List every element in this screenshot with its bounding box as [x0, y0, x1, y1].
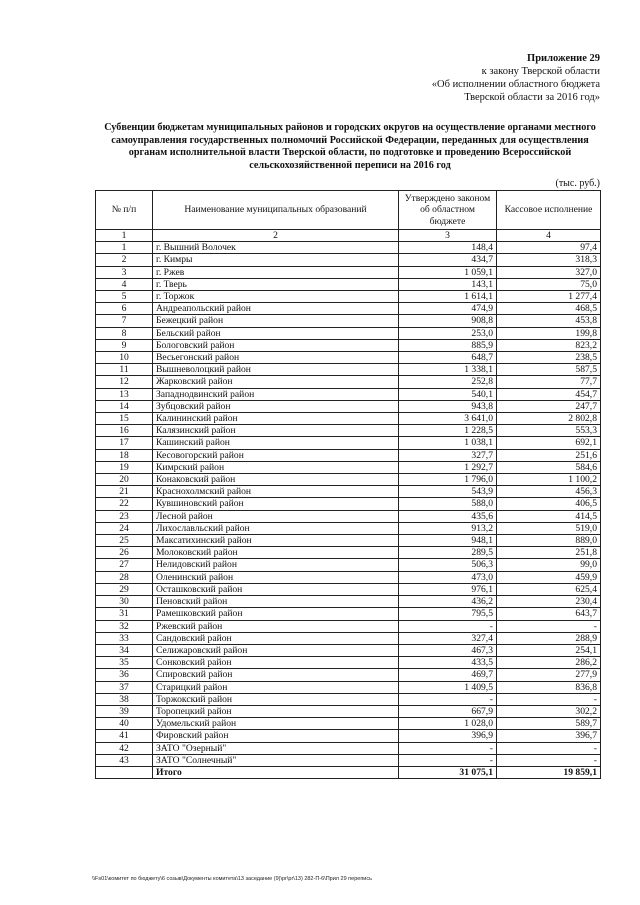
document-title-line-2: самоуправления государственных полномочий Российской Федерации, переданных для осуществления [111, 134, 589, 146]
table-row [96, 413, 601, 425]
units-label: (тыс. руб.) [555, 178, 600, 189]
document-title-line-4: сельскохозяйственной переписи на 2016 год [249, 159, 451, 171]
row-number: 2 [96, 254, 153, 266]
row-executed: 2 802,8 [497, 413, 601, 425]
row-approved: 467,3 [399, 644, 497, 656]
row-number: 13 [96, 388, 153, 400]
total-label: Итого [153, 766, 399, 778]
row-name: Рамешковский район [153, 608, 399, 620]
row-name: г. Кимры [153, 254, 399, 266]
row-name: Западнодвинский район [153, 388, 399, 400]
appendix-header [300, 52, 600, 104]
table-row [96, 400, 601, 412]
row-name: Ржевский район [153, 620, 399, 632]
row-number: 3 [96, 266, 153, 278]
table-row [96, 449, 601, 461]
row-approved: 976,1 [399, 583, 497, 595]
row-name: г. Тверь [153, 278, 399, 290]
row-approved: 506,3 [399, 559, 497, 571]
row-number: 36 [96, 669, 153, 681]
row-number: 25 [96, 535, 153, 547]
row-approved: 252,8 [399, 376, 497, 388]
row-executed: 643,7 [497, 608, 601, 620]
row-executed: 254,1 [497, 644, 601, 656]
table-row [96, 718, 601, 730]
table-row [96, 425, 601, 437]
row-number: 28 [96, 571, 153, 583]
row-executed: 584,6 [497, 461, 601, 473]
row-number: 7 [96, 315, 153, 327]
table-row [96, 535, 601, 547]
table-row [96, 254, 601, 266]
row-approved: 1 409,5 [399, 681, 497, 693]
table-row [96, 596, 601, 608]
row-approved: 148,4 [399, 242, 497, 254]
row-executed: 823,2 [497, 339, 601, 351]
row-executed: 459,9 [497, 571, 601, 583]
column-index: 2 [153, 230, 399, 242]
total-approved: 31 075,1 [399, 766, 497, 778]
row-approved: 396,9 [399, 730, 497, 742]
table-row [96, 388, 601, 400]
row-name: Вышневолоцкий район [153, 364, 399, 376]
document-title [95, 122, 605, 172]
row-name: Фировский район [153, 730, 399, 742]
total-row [96, 766, 601, 778]
row-approved: 913,2 [399, 522, 497, 534]
appendix-title: Приложение 29 [527, 53, 600, 64]
row-approved: 473,0 [399, 571, 497, 583]
row-number: 26 [96, 547, 153, 559]
document-title-line-1: Субвенции бюджетам муниципальных районов и городских округов на осуществление органами местного [104, 122, 596, 133]
row-number: 24 [96, 522, 153, 534]
row-approved: 327,4 [399, 632, 497, 644]
table-row [96, 754, 601, 766]
column-index-row [96, 230, 601, 242]
table-row [96, 303, 601, 315]
header-approved: Утверждено законом об областном бюджете [399, 191, 497, 230]
file-path-footer: \\Fs01\комитет по бюджету\6 созыв\Документы комитета\13 заседание (9)\pr\pr\13) 282-П-6\Прил 29 перепись [92, 876, 372, 882]
column-index: 3 [399, 230, 497, 242]
row-executed: 238,5 [497, 352, 601, 364]
row-executed: 625,4 [497, 583, 601, 595]
table-row [96, 364, 601, 376]
table-row [96, 266, 601, 278]
row-approved: 253,0 [399, 327, 497, 339]
table-row [96, 291, 601, 303]
row-approved: 469,7 [399, 669, 497, 681]
row-number: 6 [96, 303, 153, 315]
row-executed: 519,0 [497, 522, 601, 534]
row-name: Калининский район [153, 413, 399, 425]
row-executed: 277,9 [497, 669, 601, 681]
row-approved: 1 338,1 [399, 364, 497, 376]
row-approved: 667,9 [399, 705, 497, 717]
row-number: 16 [96, 425, 153, 437]
row-number: 38 [96, 693, 153, 705]
row-number: 33 [96, 632, 153, 644]
row-number: 40 [96, 718, 153, 730]
table-row [96, 632, 601, 644]
row-name: Молоковский район [153, 547, 399, 559]
row-number: 30 [96, 596, 153, 608]
row-number: 19 [96, 461, 153, 473]
row-number: 29 [96, 583, 153, 595]
row-number: 8 [96, 327, 153, 339]
row-executed: - [497, 742, 601, 754]
row-number: 12 [96, 376, 153, 388]
total-number-cell [96, 766, 153, 778]
table-row [96, 327, 601, 339]
row-executed: 251,6 [497, 449, 601, 461]
row-name: Конаковский район [153, 474, 399, 486]
row-number: 42 [96, 742, 153, 754]
subventions-table [95, 190, 601, 779]
row-number: 9 [96, 339, 153, 351]
table-row [96, 315, 601, 327]
row-executed: 288,9 [497, 632, 601, 644]
row-number: 10 [96, 352, 153, 364]
row-executed: - [497, 620, 601, 632]
row-executed: 1 100,2 [497, 474, 601, 486]
header-number: № п/п [96, 191, 153, 230]
row-name: г. Торжок [153, 291, 399, 303]
row-approved: - [399, 693, 497, 705]
row-name: Андреапольский район [153, 303, 399, 315]
row-approved: - [399, 742, 497, 754]
row-name: Сонковский район [153, 657, 399, 669]
row-approved: 436,2 [399, 596, 497, 608]
table-row [96, 376, 601, 388]
row-number: 5 [96, 291, 153, 303]
row-approved: - [399, 754, 497, 766]
row-approved: 143,1 [399, 278, 497, 290]
table-row [96, 669, 601, 681]
table-row [96, 583, 601, 595]
row-executed: 889,0 [497, 535, 601, 547]
row-number: 31 [96, 608, 153, 620]
row-name: Весьегонский район [153, 352, 399, 364]
row-approved: 1 614,1 [399, 291, 497, 303]
row-number: 1 [96, 242, 153, 254]
table-row [96, 693, 601, 705]
row-number: 27 [96, 559, 153, 571]
row-name: Лесной район [153, 510, 399, 522]
row-approved: 289,5 [399, 547, 497, 559]
row-name: Кесовогорский район [153, 449, 399, 461]
header-executed: Кассовое исполнение [497, 191, 601, 230]
row-approved: 433,5 [399, 657, 497, 669]
row-name: ЗАТО "Солнечный" [153, 754, 399, 766]
row-name: Торжокский район [153, 693, 399, 705]
row-executed: 251,8 [497, 547, 601, 559]
row-name: Кувшиновский район [153, 498, 399, 510]
row-approved: 1 028,0 [399, 718, 497, 730]
row-name: Сандовский район [153, 632, 399, 644]
row-approved: 474,9 [399, 303, 497, 315]
row-name: Спировский район [153, 669, 399, 681]
row-approved: 540,1 [399, 388, 497, 400]
row-name: ЗАТО "Озерный" [153, 742, 399, 754]
row-approved: 1 038,1 [399, 437, 497, 449]
row-executed: 406,5 [497, 498, 601, 510]
row-executed: 199,8 [497, 327, 601, 339]
table-row [96, 510, 601, 522]
row-approved: 435,6 [399, 510, 497, 522]
table-row [96, 242, 601, 254]
row-number: 21 [96, 486, 153, 498]
row-name: Нелидовский район [153, 559, 399, 571]
table-row [96, 522, 601, 534]
table-row [96, 608, 601, 620]
row-approved: 1 292,7 [399, 461, 497, 473]
row-name: Кимрский район [153, 461, 399, 473]
row-executed: 414,5 [497, 510, 601, 522]
row-number: 37 [96, 681, 153, 693]
row-name: Старицкий район [153, 681, 399, 693]
column-index: 1 [96, 230, 153, 242]
row-approved: 434,7 [399, 254, 497, 266]
row-number: 17 [96, 437, 153, 449]
row-name: Краснохолмский район [153, 486, 399, 498]
row-executed: - [497, 754, 601, 766]
row-approved: 1 059,1 [399, 266, 497, 278]
table-row [96, 498, 601, 510]
row-number: 18 [96, 449, 153, 461]
table-row [96, 571, 601, 583]
appendix-line-3: Тверской области за 2016 год» [464, 92, 600, 103]
row-approved: 908,8 [399, 315, 497, 327]
row-number: 14 [96, 400, 153, 412]
table-row [96, 730, 601, 742]
table-row [96, 278, 601, 290]
appendix-line-2: «Об исполнении областного бюджета [431, 79, 600, 90]
row-approved: - [399, 620, 497, 632]
table-row [96, 352, 601, 364]
row-name: Удомельский район [153, 718, 399, 730]
row-name: Бежецкий район [153, 315, 399, 327]
table-row [96, 339, 601, 351]
row-number: 39 [96, 705, 153, 717]
appendix-line-1: к закону Тверской области [481, 66, 600, 77]
row-executed: 327,0 [497, 266, 601, 278]
table-row [96, 559, 601, 571]
row-number: 34 [96, 644, 153, 656]
row-executed: 396,7 [497, 730, 601, 742]
row-name: Бельский район [153, 327, 399, 339]
row-name: Жарковский район [153, 376, 399, 388]
row-executed: 247,7 [497, 400, 601, 412]
table-row [96, 437, 601, 449]
row-number: 11 [96, 364, 153, 376]
row-number: 22 [96, 498, 153, 510]
row-approved: 795,5 [399, 608, 497, 620]
row-name: Максатихинский район [153, 535, 399, 547]
row-approved: 1 796,0 [399, 474, 497, 486]
row-approved: 648,7 [399, 352, 497, 364]
table-row [96, 461, 601, 473]
row-approved: 588,0 [399, 498, 497, 510]
row-executed: 836,8 [497, 681, 601, 693]
table-row [96, 681, 601, 693]
row-executed: 692,1 [497, 437, 601, 449]
row-executed: 230,4 [497, 596, 601, 608]
row-executed: 553,3 [497, 425, 601, 437]
row-approved: 327,7 [399, 449, 497, 461]
row-name: Осташковский район [153, 583, 399, 595]
document-title-line-3: органам исполнительной власти Тверской области, по подготовке и проведению Всероссийской [128, 147, 572, 158]
row-approved: 948,1 [399, 535, 497, 547]
row-number: 32 [96, 620, 153, 632]
row-number: 41 [96, 730, 153, 742]
table-row [96, 474, 601, 486]
row-executed: 1 277,4 [497, 291, 601, 303]
row-executed: 75,0 [497, 278, 601, 290]
row-executed: 589,7 [497, 718, 601, 730]
row-executed: 456,3 [497, 486, 601, 498]
row-name: Торопецкий район [153, 705, 399, 717]
row-name: Зубцовский район [153, 400, 399, 412]
row-number: 20 [96, 474, 153, 486]
row-executed: 468,5 [497, 303, 601, 315]
row-number: 35 [96, 657, 153, 669]
row-executed: 77,7 [497, 376, 601, 388]
table-row [96, 620, 601, 632]
row-executed: - [497, 693, 601, 705]
row-name: Калязинский район [153, 425, 399, 437]
table-row [96, 486, 601, 498]
table-row [96, 547, 601, 559]
column-index: 4 [497, 230, 601, 242]
row-number: 23 [96, 510, 153, 522]
row-executed: 97,4 [497, 242, 601, 254]
row-executed: 454,7 [497, 388, 601, 400]
row-approved: 943,8 [399, 400, 497, 412]
row-approved: 543,9 [399, 486, 497, 498]
total-executed: 19 859,1 [497, 766, 601, 778]
row-name: Пеновский район [153, 596, 399, 608]
row-name: Лихославльский район [153, 522, 399, 534]
table-row [96, 742, 601, 754]
table-header-row [96, 191, 601, 230]
table-row [96, 644, 601, 656]
row-number: 15 [96, 413, 153, 425]
row-number: 4 [96, 278, 153, 290]
table-row [96, 705, 601, 717]
table-row [96, 657, 601, 669]
header-name: Наименование муниципальных образований [153, 191, 399, 230]
row-approved: 885,9 [399, 339, 497, 351]
row-executed: 99,0 [497, 559, 601, 571]
row-name: Оленинский район [153, 571, 399, 583]
row-executed: 286,2 [497, 657, 601, 669]
row-executed: 302,2 [497, 705, 601, 717]
table-body [96, 242, 601, 767]
row-executed: 318,3 [497, 254, 601, 266]
row-name: Бологовский район [153, 339, 399, 351]
row-name: Селижаровский район [153, 644, 399, 656]
row-number: 43 [96, 754, 153, 766]
row-executed: 453,8 [497, 315, 601, 327]
row-approved: 3 641,0 [399, 413, 497, 425]
row-name: Кашинский район [153, 437, 399, 449]
row-executed: 587,5 [497, 364, 601, 376]
row-name: г. Вышний Волочек [153, 242, 399, 254]
row-approved: 1 228,5 [399, 425, 497, 437]
row-name: г. Ржев [153, 266, 399, 278]
